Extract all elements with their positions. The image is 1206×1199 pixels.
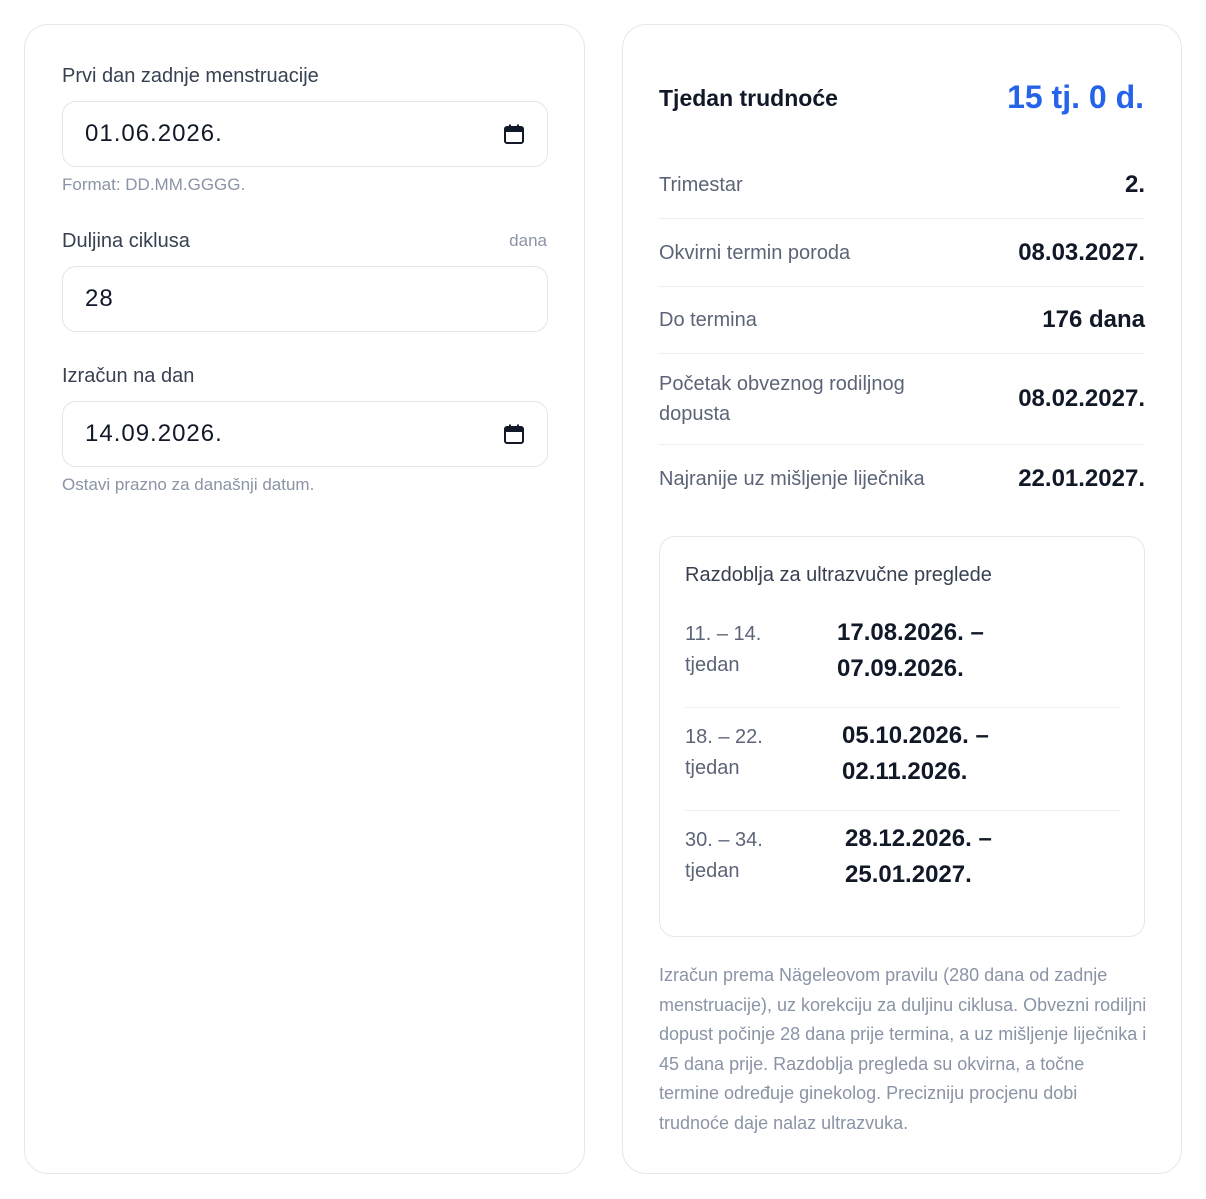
ultrasound-title: Razdoblja za ultrazvučne preglede xyxy=(685,564,992,586)
ultrasound-date-range xyxy=(842,718,989,790)
lmp-label: Prvi dan zadnje menstruacije xyxy=(62,65,319,87)
calendar-icon[interactable] xyxy=(503,423,525,445)
pregnancy-week-label: Tjedan trudnoće xyxy=(659,85,838,111)
calculation-note: Izračun prema Nägeleovom pravilu (280 dana od zadnje menstruacije), uz korekciju za duljinu ciklusa. Obvezni rodiljni dopust počinje 28 dana prije termina, a uz mišljenje liječnika i 45 dana prije. Razdoblja pregleda su okvirna, a točne termine određuje ginekolog. Precizniju procjenu dobi trudnoće daje nalaz ultrazvuka. xyxy=(659,965,1147,1133)
ultrasound-date-end: 25.01.2027. xyxy=(845,861,972,888)
result-row-due-date xyxy=(659,219,1145,287)
ultrasound-week xyxy=(685,825,763,887)
calc-date-input[interactable] xyxy=(85,420,503,448)
lmp-date-input[interactable] xyxy=(85,120,503,148)
ultrasound-week-unit: tjedan xyxy=(685,757,740,779)
result-row-trimester xyxy=(659,151,1145,219)
results-card xyxy=(622,24,1182,1174)
result-row-earliest-leave xyxy=(659,445,1145,513)
result-row-value: 08.03.2027. xyxy=(1018,238,1145,266)
ultrasound-week-range: 18. – 22. xyxy=(685,726,763,748)
ultrasound-date-start: 28.12.2026. – xyxy=(845,825,992,852)
calc-date-label: Izračun na dan xyxy=(62,365,195,387)
result-row-value: 2. xyxy=(1124,170,1145,198)
ultrasound-period-row xyxy=(685,605,1121,708)
lmp-date-field[interactable] xyxy=(62,101,548,167)
cycle-length-label: Duljina ciklusa xyxy=(62,230,190,252)
result-row-value: 22.01.2027. xyxy=(1018,465,1145,492)
result-row-value: 176 dana xyxy=(1042,306,1145,333)
result-row-label: Početak obveznog rodiljnog dopusta xyxy=(659,373,905,425)
lmp-format-hint: Format: DD.MM.GGGG. xyxy=(62,175,246,194)
ultrasound-date-end: 07.09.2026. xyxy=(837,655,964,682)
ultrasound-date-start: 05.10.2026. – xyxy=(842,722,989,749)
ultrasound-period-row xyxy=(685,708,1121,811)
ultrasound-week-range: 11. – 14. xyxy=(685,623,762,645)
result-row-label: Najranije uz mišljenje liječnika xyxy=(659,468,925,490)
result-row-days-left xyxy=(659,287,1145,354)
result-row-label: Okvirni termin poroda xyxy=(659,241,851,264)
calc-date-field[interactable] xyxy=(62,401,548,467)
result-row-value: 08.02.2027. xyxy=(1018,385,1145,412)
cycle-unit-label: dana xyxy=(509,231,547,250)
ultrasound-week-unit: tjedan xyxy=(685,654,740,676)
ultrasound-week xyxy=(685,722,763,784)
ultrasound-date-start: 17.08.2026. – xyxy=(837,619,984,646)
result-row-label: Trimestar xyxy=(659,173,743,196)
cycle-length-input[interactable] xyxy=(85,285,525,313)
ultrasound-week xyxy=(685,619,761,681)
input-form-card xyxy=(24,24,585,1174)
calc-date-hint: Ostavi prazno za današnji datum. xyxy=(62,475,315,494)
result-row-label: Do termina xyxy=(659,309,757,331)
result-row-maternity-leave xyxy=(659,354,1145,445)
ultrasound-date-range xyxy=(837,615,984,687)
ultrasound-period-row xyxy=(685,811,1121,914)
pregnancy-week-value: 15 tj. 0 d. xyxy=(1007,79,1144,115)
ultrasound-periods-box xyxy=(659,536,1145,937)
cycle-length-field[interactable] xyxy=(62,266,548,332)
ultrasound-week-range: 30. – 34. xyxy=(685,829,763,851)
ultrasound-date-range xyxy=(845,821,992,893)
calendar-icon[interactable] xyxy=(503,123,525,145)
ultrasound-week-unit: tjedan xyxy=(685,860,740,882)
ultrasound-date-end: 02.11.2026. xyxy=(842,758,968,785)
